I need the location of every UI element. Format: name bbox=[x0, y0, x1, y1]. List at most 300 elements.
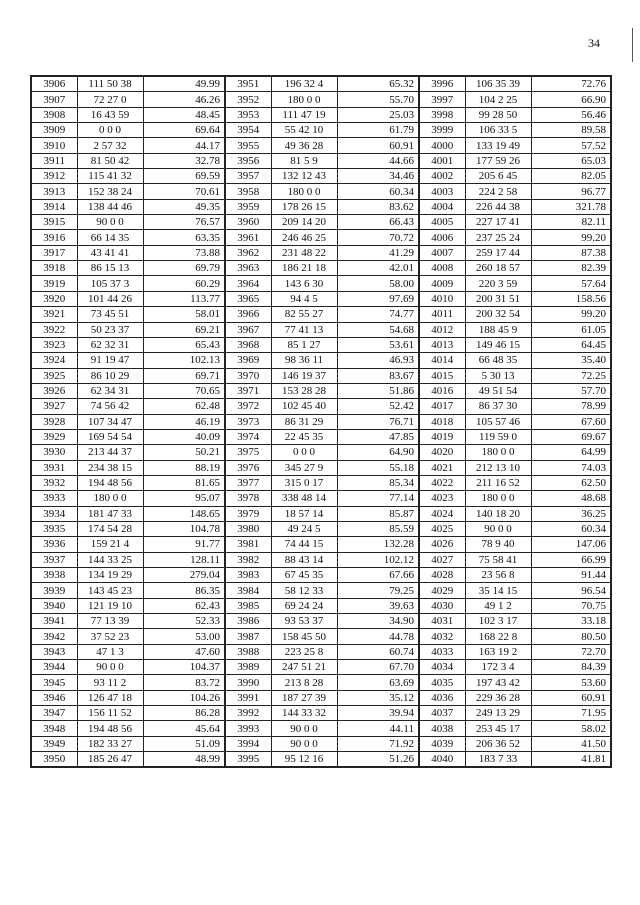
angle-value: 247 51 21 bbox=[271, 660, 337, 675]
distance-value: 57.70 bbox=[531, 383, 611, 398]
point-number: 3912 bbox=[31, 169, 77, 184]
angle-value: 172 3 4 bbox=[465, 660, 531, 675]
table-row bbox=[31, 169, 611, 184]
point-number: 3940 bbox=[31, 598, 77, 613]
distance-value: 34.46 bbox=[337, 169, 419, 184]
distance-value: 34.90 bbox=[337, 614, 419, 629]
point-number: 3955 bbox=[225, 138, 271, 153]
point-number: 3921 bbox=[31, 307, 77, 322]
distance-value: 113.77 bbox=[143, 291, 225, 306]
point-number: 3925 bbox=[31, 368, 77, 383]
angle-value: 105 37 3 bbox=[77, 276, 143, 291]
angle-value: 88 43 14 bbox=[271, 552, 337, 567]
point-number: 3980 bbox=[225, 521, 271, 536]
table-body bbox=[31, 76, 611, 767]
angle-value: 163 19 2 bbox=[465, 644, 531, 659]
distance-value: 99.20 bbox=[531, 307, 611, 322]
distance-value: 104.78 bbox=[143, 521, 225, 536]
point-number: 4009 bbox=[419, 276, 465, 291]
distance-value: 51.09 bbox=[143, 736, 225, 751]
point-number: 4000 bbox=[419, 138, 465, 153]
angle-value: 35 14 15 bbox=[465, 583, 531, 598]
angle-value: 181 47 33 bbox=[77, 506, 143, 521]
survey-data-table bbox=[30, 75, 612, 768]
distance-value: 46.19 bbox=[143, 414, 225, 429]
table-row bbox=[31, 215, 611, 230]
distance-value: 82.11 bbox=[531, 215, 611, 230]
point-number: 3933 bbox=[31, 491, 77, 506]
table-row bbox=[31, 153, 611, 168]
angle-value: 227 17 41 bbox=[465, 215, 531, 230]
distance-value: 52.42 bbox=[337, 399, 419, 414]
angle-value: 91 19 47 bbox=[77, 353, 143, 368]
point-number: 3929 bbox=[31, 429, 77, 444]
distance-value: 48.45 bbox=[143, 107, 225, 122]
distance-value: 50.21 bbox=[143, 445, 225, 460]
angle-value: 183 7 33 bbox=[465, 752, 531, 768]
table-row bbox=[31, 383, 611, 398]
distance-value: 55.70 bbox=[337, 92, 419, 107]
distance-value: 35.40 bbox=[531, 353, 611, 368]
table-row bbox=[31, 675, 611, 690]
distance-value: 49.35 bbox=[143, 199, 225, 214]
angle-value: 47 1 3 bbox=[77, 644, 143, 659]
point-number: 4001 bbox=[419, 153, 465, 168]
distance-value: 45.64 bbox=[143, 721, 225, 736]
point-number: 4006 bbox=[419, 230, 465, 245]
point-number: 3967 bbox=[225, 322, 271, 337]
point-number: 3951 bbox=[225, 76, 271, 92]
distance-value: 41.81 bbox=[531, 752, 611, 768]
angle-value: 140 18 20 bbox=[465, 506, 531, 521]
angle-value: 213 8 28 bbox=[271, 675, 337, 690]
table-row bbox=[31, 644, 611, 659]
point-number: 3909 bbox=[31, 123, 77, 138]
table-row bbox=[31, 736, 611, 751]
point-number: 3916 bbox=[31, 230, 77, 245]
distance-value: 91.77 bbox=[143, 537, 225, 552]
point-number: 3947 bbox=[31, 706, 77, 721]
distance-value: 54.68 bbox=[337, 322, 419, 337]
angle-value: 259 17 44 bbox=[465, 245, 531, 260]
point-number: 3953 bbox=[225, 107, 271, 122]
distance-value: 70.65 bbox=[143, 383, 225, 398]
angle-value: 144 33 32 bbox=[271, 706, 337, 721]
distance-value: 86.28 bbox=[143, 706, 225, 721]
angle-value: 74 44 15 bbox=[271, 537, 337, 552]
angle-value: 73 45 51 bbox=[77, 307, 143, 322]
table-row bbox=[31, 521, 611, 536]
distance-value: 64.45 bbox=[531, 337, 611, 352]
point-number: 3927 bbox=[31, 399, 77, 414]
distance-value: 104.37 bbox=[143, 660, 225, 675]
angle-value: 138 44 46 bbox=[77, 199, 143, 214]
table-row bbox=[31, 445, 611, 460]
point-number: 4015 bbox=[419, 368, 465, 383]
table-row bbox=[31, 107, 611, 122]
table-row bbox=[31, 138, 611, 153]
point-number: 3958 bbox=[225, 184, 271, 199]
point-number: 3991 bbox=[225, 690, 271, 705]
distance-value: 60.74 bbox=[337, 644, 419, 659]
point-number: 4021 bbox=[419, 460, 465, 475]
page-number: 34 bbox=[588, 36, 600, 50]
table-row bbox=[31, 230, 611, 245]
table-row bbox=[31, 690, 611, 705]
point-number: 3917 bbox=[31, 245, 77, 260]
point-number: 3972 bbox=[225, 399, 271, 414]
angle-value: 86 15 13 bbox=[77, 261, 143, 276]
distance-value: 47.85 bbox=[337, 429, 419, 444]
point-number: 3981 bbox=[225, 537, 271, 552]
angle-value: 67 45 35 bbox=[271, 568, 337, 583]
distance-value: 102.12 bbox=[337, 552, 419, 567]
table-row bbox=[31, 721, 611, 736]
angle-value: 260 18 57 bbox=[465, 261, 531, 276]
table-row bbox=[31, 245, 611, 260]
point-number: 4014 bbox=[419, 353, 465, 368]
point-number: 3986 bbox=[225, 614, 271, 629]
angle-value: 105 57 46 bbox=[465, 414, 531, 429]
distance-value: 91.44 bbox=[531, 568, 611, 583]
distance-value: 65.32 bbox=[337, 76, 419, 92]
distance-value: 48.99 bbox=[143, 752, 225, 768]
angle-value: 49 36 28 bbox=[271, 138, 337, 153]
distance-value: 85.87 bbox=[337, 506, 419, 521]
distance-value: 89.58 bbox=[531, 123, 611, 138]
angle-value: 95 12 16 bbox=[271, 752, 337, 768]
point-number: 3966 bbox=[225, 307, 271, 322]
distance-value: 83.67 bbox=[337, 368, 419, 383]
point-number: 4030 bbox=[419, 598, 465, 613]
angle-value: 253 45 17 bbox=[465, 721, 531, 736]
table-row bbox=[31, 460, 611, 475]
distance-value: 97.69 bbox=[337, 291, 419, 306]
point-number: 4005 bbox=[419, 215, 465, 230]
table-row bbox=[31, 414, 611, 429]
point-number: 3961 bbox=[225, 230, 271, 245]
table-row bbox=[31, 353, 611, 368]
point-number: 3944 bbox=[31, 660, 77, 675]
point-number: 3988 bbox=[225, 644, 271, 659]
point-number: 3914 bbox=[31, 199, 77, 214]
distance-value: 61.79 bbox=[337, 123, 419, 138]
point-number: 3932 bbox=[31, 475, 77, 490]
table-row bbox=[31, 506, 611, 521]
angle-value: 237 25 24 bbox=[465, 230, 531, 245]
angle-value: 196 32 4 bbox=[271, 76, 337, 92]
point-number: 3973 bbox=[225, 414, 271, 429]
distance-value: 57.52 bbox=[531, 138, 611, 153]
distance-value: 102.13 bbox=[143, 353, 225, 368]
point-number: 3985 bbox=[225, 598, 271, 613]
point-number: 3956 bbox=[225, 153, 271, 168]
table-row bbox=[31, 629, 611, 644]
point-number: 3963 bbox=[225, 261, 271, 276]
point-number: 3922 bbox=[31, 322, 77, 337]
point-number: 3935 bbox=[31, 521, 77, 536]
distance-value: 69.67 bbox=[531, 429, 611, 444]
point-number: 3957 bbox=[225, 169, 271, 184]
distance-value: 62.43 bbox=[143, 598, 225, 613]
table-row bbox=[31, 583, 611, 598]
point-number: 4027 bbox=[419, 552, 465, 567]
table-row bbox=[31, 291, 611, 306]
angle-value: 143 45 23 bbox=[77, 583, 143, 598]
distance-value: 66.90 bbox=[531, 92, 611, 107]
distance-value: 32.78 bbox=[143, 153, 225, 168]
angle-value: 226 44 38 bbox=[465, 199, 531, 214]
angle-value: 169 54 54 bbox=[77, 429, 143, 444]
angle-value: 90 0 0 bbox=[77, 215, 143, 230]
distance-value: 36.25 bbox=[531, 506, 611, 521]
distance-value: 44.78 bbox=[337, 629, 419, 644]
angle-value: 180 0 0 bbox=[271, 92, 337, 107]
angle-value: 126 47 18 bbox=[77, 690, 143, 705]
distance-value: 65.03 bbox=[531, 153, 611, 168]
point-number: 3979 bbox=[225, 506, 271, 521]
angle-value: 152 38 24 bbox=[77, 184, 143, 199]
angle-value: 143 6 30 bbox=[271, 276, 337, 291]
point-number: 3962 bbox=[225, 245, 271, 260]
distance-value: 148.65 bbox=[143, 506, 225, 521]
point-number: 4010 bbox=[419, 291, 465, 306]
distance-value: 76.57 bbox=[143, 215, 225, 230]
angle-value: 209 14 20 bbox=[271, 215, 337, 230]
distance-value: 67.66 bbox=[337, 568, 419, 583]
angle-value: 23 56 8 bbox=[465, 568, 531, 583]
angle-value: 205 6 45 bbox=[465, 169, 531, 184]
angle-value: 94 4 5 bbox=[271, 291, 337, 306]
angle-value: 49 51 54 bbox=[465, 383, 531, 398]
angle-value: 187 27 39 bbox=[271, 690, 337, 705]
angle-value: 62 34 31 bbox=[77, 383, 143, 398]
distance-value: 67.60 bbox=[531, 414, 611, 429]
point-number: 3931 bbox=[31, 460, 77, 475]
distance-value: 58.01 bbox=[143, 307, 225, 322]
distance-value: 41.50 bbox=[531, 736, 611, 751]
point-number: 3992 bbox=[225, 706, 271, 721]
angle-value: 72 27 0 bbox=[77, 92, 143, 107]
angle-value: 156 11 52 bbox=[77, 706, 143, 721]
angle-value: 75 58 41 bbox=[465, 552, 531, 567]
angle-value: 133 19 49 bbox=[465, 138, 531, 153]
distance-value: 85.34 bbox=[337, 475, 419, 490]
distance-value: 70.61 bbox=[143, 184, 225, 199]
distance-value: 60.34 bbox=[531, 521, 611, 536]
angle-value: 180 0 0 bbox=[271, 184, 337, 199]
distance-value: 71.92 bbox=[337, 736, 419, 751]
distance-value: 132.28 bbox=[337, 537, 419, 552]
point-number: 3993 bbox=[225, 721, 271, 736]
distance-value: 104.26 bbox=[143, 690, 225, 705]
table-row bbox=[31, 123, 611, 138]
angle-value: 231 48 22 bbox=[271, 245, 337, 260]
point-number: 4029 bbox=[419, 583, 465, 598]
table-row bbox=[31, 368, 611, 383]
angle-value: 0 0 0 bbox=[77, 123, 143, 138]
point-number: 4020 bbox=[419, 445, 465, 460]
angle-value: 200 31 51 bbox=[465, 291, 531, 306]
point-number: 4013 bbox=[419, 337, 465, 352]
distance-value: 69.64 bbox=[143, 123, 225, 138]
distance-value: 85.59 bbox=[337, 521, 419, 536]
angle-value: 194 48 56 bbox=[77, 475, 143, 490]
distance-value: 42.01 bbox=[337, 261, 419, 276]
distance-value: 65.43 bbox=[143, 337, 225, 352]
distance-value: 66.43 bbox=[337, 215, 419, 230]
angle-value: 85 1 27 bbox=[271, 337, 337, 352]
angle-value: 81 50 42 bbox=[77, 153, 143, 168]
distance-value: 53.61 bbox=[337, 337, 419, 352]
angle-value: 144 33 25 bbox=[77, 552, 143, 567]
distance-value: 63.35 bbox=[143, 230, 225, 245]
point-number: 3926 bbox=[31, 383, 77, 398]
angle-value: 134 19 29 bbox=[77, 568, 143, 583]
angle-value: 107 34 47 bbox=[77, 414, 143, 429]
angle-value: 86 37 30 bbox=[465, 399, 531, 414]
angle-value: 223 25 8 bbox=[271, 644, 337, 659]
angle-value: 132 12 43 bbox=[271, 169, 337, 184]
distance-value: 128.11 bbox=[143, 552, 225, 567]
angle-value: 206 36 52 bbox=[465, 736, 531, 751]
angle-value: 180 0 0 bbox=[77, 491, 143, 506]
distance-value: 88.19 bbox=[143, 460, 225, 475]
distance-value: 76.71 bbox=[337, 414, 419, 429]
angle-value: 50 23 37 bbox=[77, 322, 143, 337]
angle-value: 102 45 40 bbox=[271, 399, 337, 414]
distance-value: 69.71 bbox=[143, 368, 225, 383]
distance-value: 96.54 bbox=[531, 583, 611, 598]
distance-value: 52.33 bbox=[143, 614, 225, 629]
point-number: 4003 bbox=[419, 184, 465, 199]
angle-value: 158 45 50 bbox=[271, 629, 337, 644]
point-number: 3941 bbox=[31, 614, 77, 629]
angle-value: 146 19 37 bbox=[271, 368, 337, 383]
point-number: 3965 bbox=[225, 291, 271, 306]
distance-value: 53.60 bbox=[531, 675, 611, 690]
distance-value: 72.25 bbox=[531, 368, 611, 383]
point-number: 4022 bbox=[419, 475, 465, 490]
distance-value: 62.48 bbox=[143, 399, 225, 414]
point-number: 3978 bbox=[225, 491, 271, 506]
point-number: 3982 bbox=[225, 552, 271, 567]
angle-value: 229 36 28 bbox=[465, 690, 531, 705]
angle-value: 212 13 10 bbox=[465, 460, 531, 475]
point-number: 4031 bbox=[419, 614, 465, 629]
point-number: 3954 bbox=[225, 123, 271, 138]
point-number: 3907 bbox=[31, 92, 77, 107]
angle-value: 178 26 15 bbox=[271, 199, 337, 214]
angle-value: 62 32 31 bbox=[77, 337, 143, 352]
angle-value: 153 28 28 bbox=[271, 383, 337, 398]
angle-value: 93 11 2 bbox=[77, 675, 143, 690]
point-number: 3969 bbox=[225, 353, 271, 368]
point-number: 3942 bbox=[31, 629, 77, 644]
distance-value: 44.17 bbox=[143, 138, 225, 153]
point-number: 4040 bbox=[419, 752, 465, 768]
distance-value: 84.39 bbox=[531, 660, 611, 675]
distance-value: 321.78 bbox=[531, 199, 611, 214]
point-number: 4025 bbox=[419, 521, 465, 536]
point-number: 3971 bbox=[225, 383, 271, 398]
point-number: 3924 bbox=[31, 353, 77, 368]
angle-value: 101 44 26 bbox=[77, 291, 143, 306]
angle-value: 49 1 2 bbox=[465, 598, 531, 613]
point-number: 3984 bbox=[225, 583, 271, 598]
angle-value: 224 2 58 bbox=[465, 184, 531, 199]
point-number: 3959 bbox=[225, 199, 271, 214]
angle-value: 58 12 33 bbox=[271, 583, 337, 598]
angle-value: 338 48 14 bbox=[271, 491, 337, 506]
angle-value: 5 30 13 bbox=[465, 368, 531, 383]
angle-value: 111 50 38 bbox=[77, 76, 143, 92]
angle-value: 0 0 0 bbox=[271, 445, 337, 460]
angle-value: 18 57 14 bbox=[271, 506, 337, 521]
angle-value: 69 24 24 bbox=[271, 598, 337, 613]
distance-value: 64.90 bbox=[337, 445, 419, 460]
point-number: 4002 bbox=[419, 169, 465, 184]
angle-value: 102 3 17 bbox=[465, 614, 531, 629]
distance-value: 60.29 bbox=[143, 276, 225, 291]
angle-value: 234 38 15 bbox=[77, 460, 143, 475]
distance-value: 47.60 bbox=[143, 644, 225, 659]
distance-value: 82.05 bbox=[531, 169, 611, 184]
angle-value: 180 0 0 bbox=[465, 491, 531, 506]
angle-value: 115 41 32 bbox=[77, 169, 143, 184]
distance-value: 147.06 bbox=[531, 537, 611, 552]
point-number: 3946 bbox=[31, 690, 77, 705]
point-number: 4038 bbox=[419, 721, 465, 736]
point-number: 4026 bbox=[419, 537, 465, 552]
point-number: 3976 bbox=[225, 460, 271, 475]
point-number: 3913 bbox=[31, 184, 77, 199]
distance-value: 40.09 bbox=[143, 429, 225, 444]
distance-value: 58.02 bbox=[531, 721, 611, 736]
distance-value: 80.50 bbox=[531, 629, 611, 644]
table-row bbox=[31, 537, 611, 552]
angle-value: 220 3 59 bbox=[465, 276, 531, 291]
distance-value: 81.65 bbox=[143, 475, 225, 490]
distance-value: 48.68 bbox=[531, 491, 611, 506]
point-number: 4032 bbox=[419, 629, 465, 644]
distance-value: 58.00 bbox=[337, 276, 419, 291]
point-number: 4012 bbox=[419, 322, 465, 337]
distance-value: 25.03 bbox=[337, 107, 419, 122]
angle-value: 345 27 9 bbox=[271, 460, 337, 475]
point-number: 3964 bbox=[225, 276, 271, 291]
angle-value: 149 46 15 bbox=[465, 337, 531, 352]
distance-value: 33.18 bbox=[531, 614, 611, 629]
point-number: 3995 bbox=[225, 752, 271, 768]
point-number: 3928 bbox=[31, 414, 77, 429]
distance-value: 87.38 bbox=[531, 245, 611, 260]
point-number: 3934 bbox=[31, 506, 77, 521]
point-number: 3977 bbox=[225, 475, 271, 490]
point-number: 3987 bbox=[225, 629, 271, 644]
angle-value: 200 32 54 bbox=[465, 307, 531, 322]
distance-value: 51.86 bbox=[337, 383, 419, 398]
point-number: 3938 bbox=[31, 568, 77, 583]
distance-value: 70.75 bbox=[531, 598, 611, 613]
distance-value: 279.04 bbox=[143, 568, 225, 583]
point-number: 3997 bbox=[419, 92, 465, 107]
distance-value: 99.20 bbox=[531, 230, 611, 245]
distance-value: 70.72 bbox=[337, 230, 419, 245]
angle-value: 90 0 0 bbox=[271, 736, 337, 751]
table-row bbox=[31, 552, 611, 567]
point-number: 3960 bbox=[225, 215, 271, 230]
